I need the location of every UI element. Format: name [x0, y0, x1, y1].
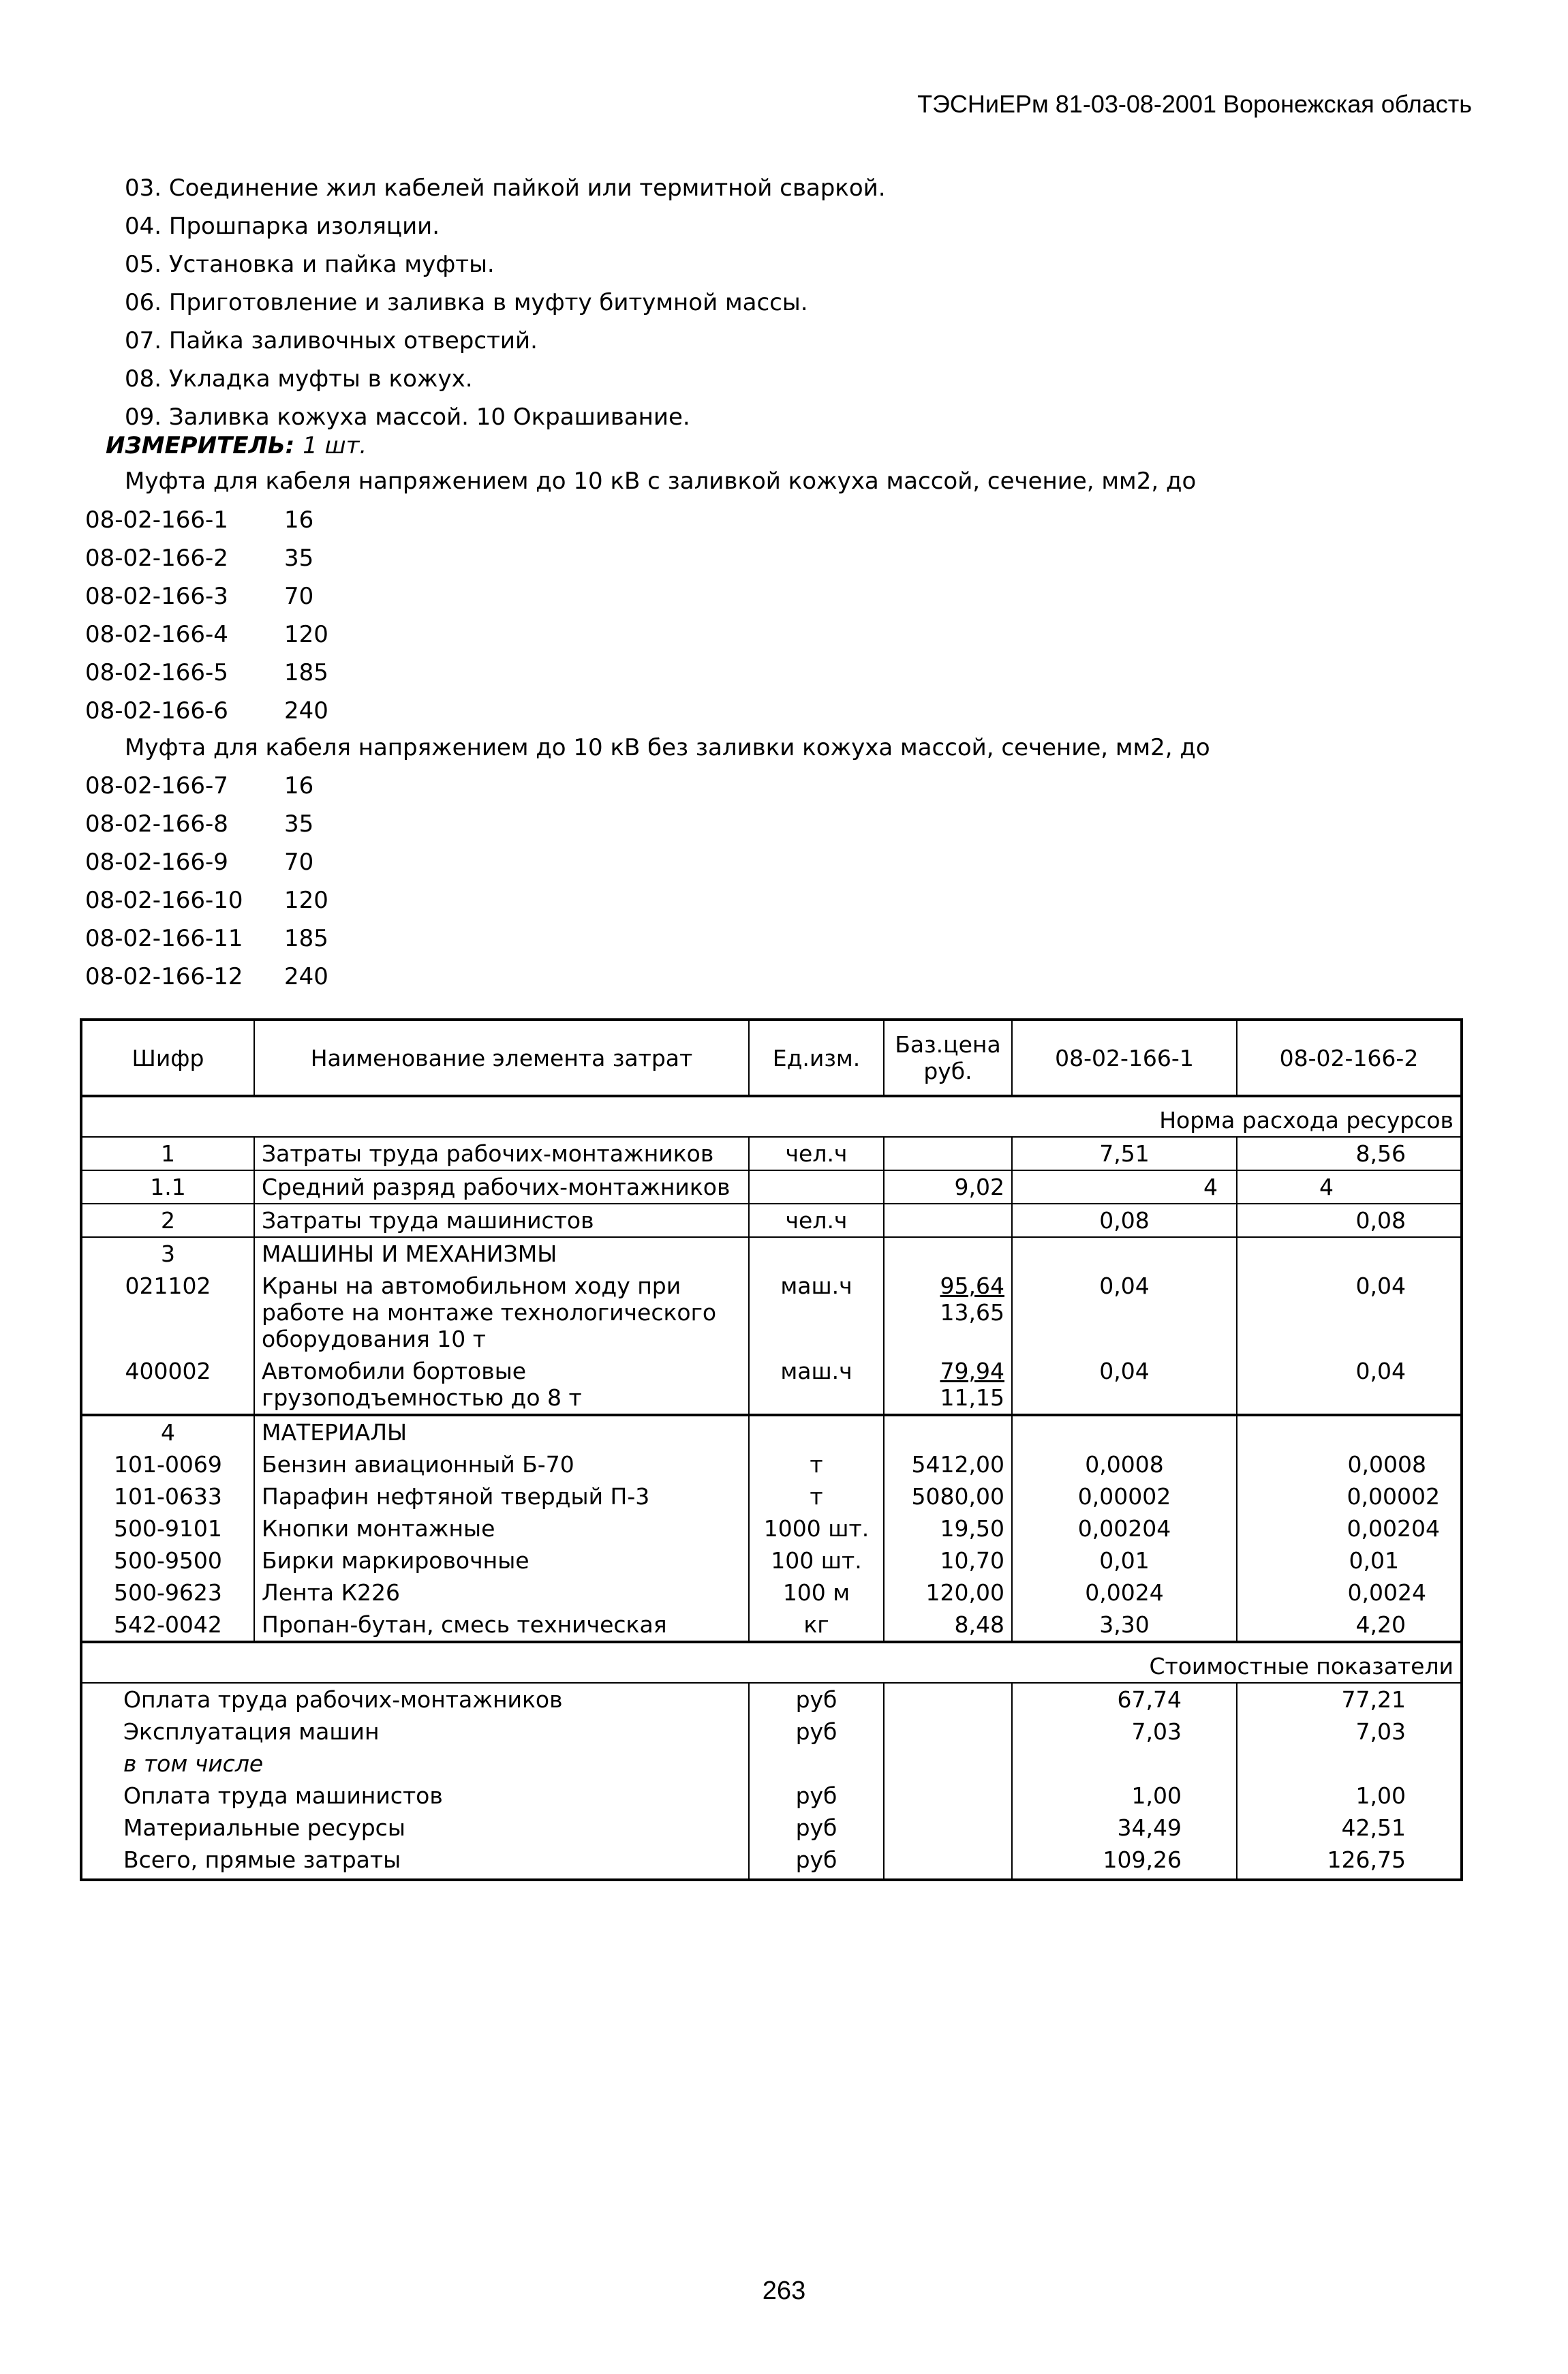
cell-value-2: 0,01 [1237, 1544, 1462, 1577]
price-labor: 11,15 [940, 1384, 1004, 1411]
cell-value-2: 0,00204 [1237, 1512, 1462, 1544]
cell-code: 021102 [81, 1270, 254, 1355]
code-row [85, 654, 328, 692]
summary-unit: руб [749, 1780, 884, 1812]
cell-value-1: 3,30 [1012, 1609, 1237, 1642]
code-row [85, 843, 328, 881]
summary-value-1: 1,00 [1012, 1780, 1237, 1812]
summary-row [81, 1780, 1462, 1812]
code-row [85, 615, 328, 654]
cell-name: Затраты труда рабочих-монтажников [254, 1137, 749, 1170]
summary-row [81, 1844, 1462, 1880]
cell-price: 9,02 [884, 1170, 1012, 1204]
code-row [85, 539, 328, 577]
summary-name: Оплата труда рабочих-монтажников [81, 1683, 749, 1716]
cell-price: 120,00 [884, 1577, 1012, 1609]
section-row [81, 1237, 1462, 1270]
col-header-name: Наименование элемента затрат [254, 1020, 749, 1096]
page-header: ТЭСНиЕРм 81-03-08-2001 Воронежская область [917, 90, 1472, 118]
cell-code: 3 [81, 1237, 254, 1270]
cell-value-2: 0,04 [1237, 1355, 1462, 1415]
summary-name: Оплата труда машинистов [81, 1780, 749, 1812]
cell-code: 542-0042 [81, 1609, 254, 1642]
cell-name: Бирки маркировочные [254, 1544, 749, 1577]
table-row [81, 1448, 1462, 1480]
cell-code: 2 [81, 1204, 254, 1237]
section-value: 185 [284, 659, 328, 686]
code: 08-02-166-1 [85, 506, 228, 534]
cell-value-1: 0,04 [1012, 1270, 1237, 1355]
cell-unit: 100 м [749, 1577, 884, 1609]
summary-row [81, 1716, 1462, 1748]
cell-name: Лента К226 [254, 1577, 749, 1609]
cell-name: Автомобили бортовые грузоподъемностью до 8 т [254, 1355, 749, 1415]
section-title: МАТЕРИАЛЫ [254, 1415, 749, 1448]
cell-value-2: 0,00002 [1237, 1480, 1462, 1512]
code-row [85, 577, 328, 615]
section-value: 70 [284, 583, 314, 610]
summary-name: Эксплуатация машин [81, 1716, 749, 1748]
cell-price: 8,48 [884, 1609, 1012, 1642]
group-title: Муфта для кабеля напряжением до 10 кВ без заливки кожуха массой, сечение, мм2, до [125, 734, 1210, 761]
cell-name: Пропан-бутан, смесь техническая [254, 1609, 749, 1642]
cell-price [884, 1137, 1012, 1170]
cell-unit: маш.ч [749, 1355, 884, 1415]
code: 08-02-166-11 [85, 925, 243, 952]
code: 08-02-166-4 [85, 621, 228, 648]
cell-value-2: 0,0008 [1237, 1448, 1462, 1480]
cell-name: Средний разряд рабочих-монтажников [254, 1170, 749, 1204]
price-total: 95,64 [940, 1273, 1004, 1299]
operation-item: 03. Соединение жил кабелей пайкой или термитной сваркой. [125, 174, 886, 202]
section-value: 35 [284, 810, 314, 838]
page-number: 263 [762, 2277, 806, 2305]
cell-value-2: 4 [1237, 1170, 1462, 1204]
section-value: 16 [284, 506, 314, 534]
cell-price: 5412,00 [884, 1448, 1012, 1480]
table-row [81, 1480, 1462, 1512]
code: 08-02-166-10 [85, 887, 243, 914]
summary-name: в том числе [81, 1748, 749, 1780]
summary-unit: руб [749, 1812, 884, 1844]
operation-item: 06. Приготовление и заливка в муфту битумной массы. [125, 289, 808, 316]
summary-unit: руб [749, 1716, 884, 1748]
cell-unit: 1000 шт. [749, 1512, 884, 1544]
meter-label: ИЗМЕРИТЕЛЬ: [106, 432, 295, 459]
table-row [81, 1609, 1462, 1642]
summary-row [81, 1812, 1462, 1844]
cell-price [884, 1204, 1012, 1237]
section-value: 70 [284, 849, 314, 876]
code: 08-02-166-8 [85, 810, 228, 838]
cell-code: 400002 [81, 1355, 254, 1415]
code-row [85, 805, 328, 843]
operations-list [125, 169, 886, 436]
summary-value-1: 109,26 [1012, 1844, 1237, 1880]
code: 08-02-166-5 [85, 659, 228, 686]
table-row [81, 1170, 1462, 1204]
code-list [85, 767, 328, 996]
cell-unit: маш.ч [749, 1270, 884, 1355]
cell-code: 500-9500 [81, 1544, 254, 1577]
cell-price: 5080,00 [884, 1480, 1012, 1512]
meter-unit: 1 шт. [303, 432, 367, 459]
summary-name: Материальные ресурсы [81, 1812, 749, 1844]
cell-value-1: 4 [1012, 1170, 1237, 1204]
cell-name: Кнопки монтажные [254, 1512, 749, 1544]
section-value: 120 [284, 887, 328, 914]
cell-value-1: 0,01 [1012, 1544, 1237, 1577]
cell-unit: т [749, 1480, 884, 1512]
code-row [85, 692, 328, 730]
cell-unit [749, 1170, 884, 1204]
table-row [81, 1204, 1462, 1237]
section-title: МАШИНЫ И МЕХАНИЗМЫ [254, 1237, 749, 1270]
col-header-price: Баз.цена руб. [884, 1020, 1012, 1096]
section-value: 240 [284, 963, 328, 990]
summary-row [81, 1748, 1462, 1780]
code: 08-02-166-3 [85, 583, 228, 610]
summary-unit: руб [749, 1683, 884, 1716]
table-row [81, 1544, 1462, 1577]
meter-line [106, 432, 367, 459]
table-row [81, 1512, 1462, 1544]
section-value: 35 [284, 545, 314, 572]
cell-name: Парафин нефтяной твердый П-3 [254, 1480, 749, 1512]
cell-value-1: 0,00204 [1012, 1512, 1237, 1544]
operation-item: 05. Установка и пайка муфты. [125, 251, 495, 278]
code-row [85, 767, 328, 805]
cell-value-1: 0,00002 [1012, 1480, 1237, 1512]
cell-unit: чел.ч [749, 1204, 884, 1237]
cost-label: Стоимостные показатели [81, 1642, 1462, 1683]
cell-price: 19,50 [884, 1512, 1012, 1544]
cell-value-2: 8,56 [1237, 1137, 1462, 1170]
cell-unit: 100 шт. [749, 1544, 884, 1577]
cost-label-row [81, 1642, 1462, 1683]
price-labor: 13,65 [940, 1299, 1004, 1326]
cell-code: 500-9101 [81, 1512, 254, 1544]
cell-name: Бензин авиационный Б-70 [254, 1448, 749, 1480]
cell-price [884, 1355, 1012, 1415]
summary-value-1: 7,03 [1012, 1716, 1237, 1748]
cell-price [884, 1270, 1012, 1355]
cell-code: 1.1 [81, 1170, 254, 1204]
code-row [85, 501, 328, 539]
summary-value-2: 7,03 [1237, 1716, 1462, 1748]
section-row [81, 1415, 1462, 1448]
code-list [85, 501, 328, 730]
code: 08-02-166-6 [85, 697, 228, 725]
cell-value-1: 0,0024 [1012, 1577, 1237, 1609]
section-value: 16 [284, 772, 314, 800]
code: 08-02-166-9 [85, 849, 228, 876]
cell-value-2: 0,0024 [1237, 1577, 1462, 1609]
summary-value-2: 126,75 [1237, 1844, 1462, 1880]
table-row [81, 1355, 1462, 1415]
cell-price: 10,70 [884, 1544, 1012, 1577]
cell-code: 4 [81, 1415, 254, 1448]
summary-value-2: 77,21 [1237, 1683, 1462, 1716]
cell-code: 101-0069 [81, 1448, 254, 1480]
operation-item: 07. Пайка заливочных отверстий. [125, 327, 538, 354]
col-header-code: Шифр [81, 1020, 254, 1096]
col-header-col2: 08-02-166-2 [1237, 1020, 1462, 1096]
section-value: 120 [284, 621, 328, 648]
table-header-row [81, 1020, 1462, 1096]
summary-value-1: 34,49 [1012, 1812, 1237, 1844]
summary-value-2: 42,51 [1237, 1812, 1462, 1844]
col-header-col1: 08-02-166-1 [1012, 1020, 1237, 1096]
cell-value-2: 0,08 [1237, 1204, 1462, 1237]
cell-value-1: 0,08 [1012, 1204, 1237, 1237]
code: 08-02-166-12 [85, 963, 243, 990]
norm-label-row [81, 1096, 1462, 1137]
operation-item: 04. Прошпарка изоляции. [125, 213, 440, 240]
code-row [85, 919, 328, 958]
table-row [81, 1137, 1462, 1170]
group-title: Муфта для кабеля напряжением до 10 кВ с заливкой кожуха массой, сечение, мм2, до [125, 468, 1197, 495]
code-row [85, 881, 328, 919]
cell-value-1: 7,51 [1012, 1137, 1237, 1170]
cost-table [80, 1018, 1463, 1881]
table-row [81, 1577, 1462, 1609]
cell-name: Затраты труда машинистов [254, 1204, 749, 1237]
summary-value-2: 1,00 [1237, 1780, 1462, 1812]
norm-label: Норма расхода ресурсов [81, 1096, 1462, 1137]
cell-code: 1 [81, 1137, 254, 1170]
cell-code: 500-9623 [81, 1577, 254, 1609]
code: 08-02-166-7 [85, 772, 228, 800]
cell-value-2: 0,04 [1237, 1270, 1462, 1355]
summary-unit: руб [749, 1844, 884, 1880]
section-value: 240 [284, 697, 328, 725]
cell-unit: чел.ч [749, 1137, 884, 1170]
summary-row [81, 1683, 1462, 1716]
cell-unit: кг [749, 1609, 884, 1642]
table-row [81, 1270, 1462, 1355]
code: 08-02-166-2 [85, 545, 228, 572]
operation-item: 08. Укладка муфты в кожух. [125, 365, 473, 393]
cell-value-1: 0,0008 [1012, 1448, 1237, 1480]
col-header-unit: Ед.изм. [749, 1020, 884, 1096]
cell-unit: т [749, 1448, 884, 1480]
summary-name: Всего, прямые затраты [81, 1844, 749, 1880]
summary-value-1: 67,74 [1012, 1683, 1237, 1716]
cell-name: Краны на автомобильном ходу при работе на монтаже технологического оборудования 10 т [254, 1270, 749, 1355]
price-total: 79,94 [940, 1358, 1004, 1384]
section-value: 185 [284, 925, 328, 952]
cell-value-1: 0,04 [1012, 1355, 1237, 1415]
cell-code: 101-0633 [81, 1480, 254, 1512]
cell-value-2: 4,20 [1237, 1609, 1462, 1642]
operation-item: 09. Заливка кожуха массой. 10 Окрашивание. [125, 404, 690, 431]
code-row [85, 958, 328, 996]
